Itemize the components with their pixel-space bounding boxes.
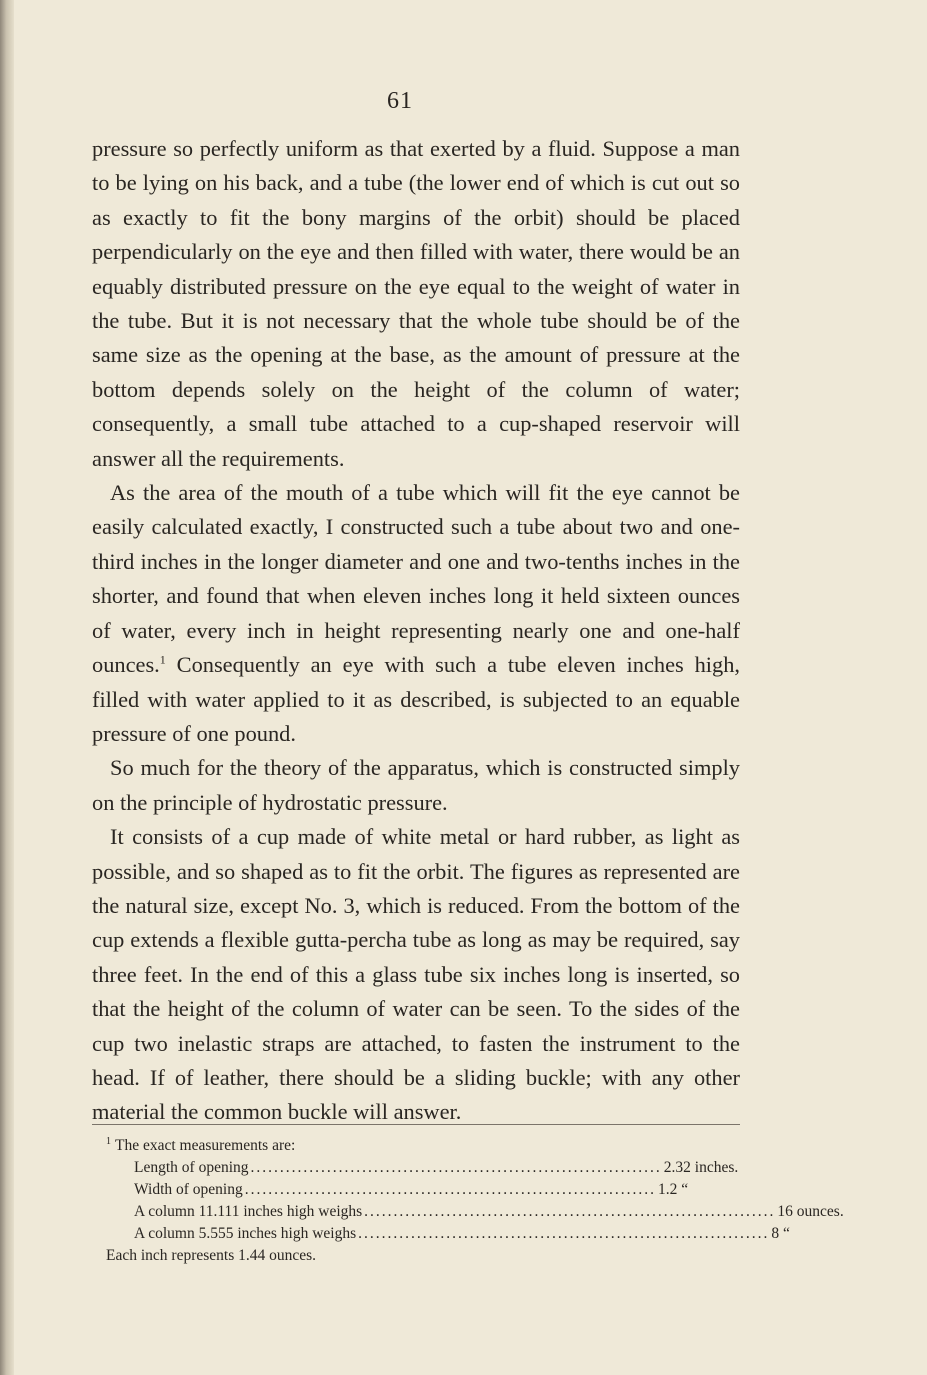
paragraph-3: So much for the theory of the apparatus, which is constructed simply on the principle of hydrostatic pressure. <box>92 755 740 815</box>
footnote-divider <box>92 1124 740 1125</box>
paragraph-1: pressure so perfectly uniform as that exerted by a fluid. Suppose a man to be lying on his back, and a tube (the lower end of which is cut out so as exactly to fit the bony margins of the orbit) should be placed perpendicularly on the eye and then filled with water, there would be an equably distributed pressure on the eye equal to the weight of water in the tube. But it is not necessary that the whole tube should be of the same size as the opening at the base, as the amount of pressure at the bottom depends solely on the height of the column of water; consequently, a small tube attached to a cup-shaped reservoir will answer all the requirements. <box>92 136 740 471</box>
footnote-reference[interactable]: 1 <box>159 652 166 667</box>
paragraph-2-part-1: As the area of the mouth of a tube which will fit the eye cannot be easily calculated exactly, I constructed such a tube about two and one-third inches in the longer diameter and one and two-tenths inches in the shorter, and found that when eleven inches long it held sixteen ounces of water, every inch in height representing nearly one and one-half ounces. <box>92 480 740 678</box>
footnote-row-label: A column 5.555 inches high weighs <box>134 1225 357 1242</box>
footnote-row-value: 16 ounces. <box>777 1203 844 1220</box>
footnote-row-label: Length of opening <box>134 1159 249 1176</box>
footnote-row-label: A column 11.111 inches high weighs <box>134 1203 363 1220</box>
paragraph-4: It consists of a cup made of white metal or hard rubber, as light as possible, and so shaped as to fit the orbit. The figures as represented are the natural size, except No. 3, which is reduced. From the bottom of the cup extends a flexible gutta-percha tube as long as may be required, say three feet. In the end of this a glass tube six inches long is inserted, so that the height of the column of water can be seen. To the sides of the cup two inelastic straps are attached, to fasten the instrument to the head. If of leather, there should be a sliding buckle; with any other material the common buckle will answer. <box>92 824 740 1125</box>
footnote-mark: 1 <box>106 1135 111 1147</box>
dot-leader: ...................................................................... <box>244 1181 656 1198</box>
footnote-row <box>134 1179 726 1201</box>
footnote-row-value: 8 “ <box>771 1225 790 1242</box>
dot-leader: ...................................................................... <box>250 1159 662 1176</box>
dot-leader: ...................................................................... <box>358 1225 770 1242</box>
footnote-row-label: Width of opening <box>134 1181 243 1198</box>
footnote-row <box>134 1223 790 1245</box>
footnote-intro <box>106 1135 726 1157</box>
page-binding-edge <box>0 0 14 1375</box>
footnote-row <box>134 1201 844 1223</box>
page-number: 61 <box>387 88 413 114</box>
footnote-summary: Each inch represents 1.44 ounces. <box>106 1247 317 1264</box>
paragraph-2 <box>92 476 740 751</box>
paragraph-2-part-2: Consequently an eye with such a tube eleven inches high, filled with water applied to it as described, is subjected to an equable pressure of one pound. <box>92 652 740 746</box>
footnote <box>106 1135 844 1267</box>
body-text <box>92 132 740 1130</box>
footnote-intro-text: The exact measurements are: <box>115 1137 296 1154</box>
dot-leader: ...................................................................... <box>364 1203 776 1220</box>
footnote-row-value: 2.32 inches. <box>663 1159 739 1176</box>
footnote-row <box>134 1157 739 1179</box>
footnote-row-value: 1.2 “ <box>657 1181 689 1198</box>
